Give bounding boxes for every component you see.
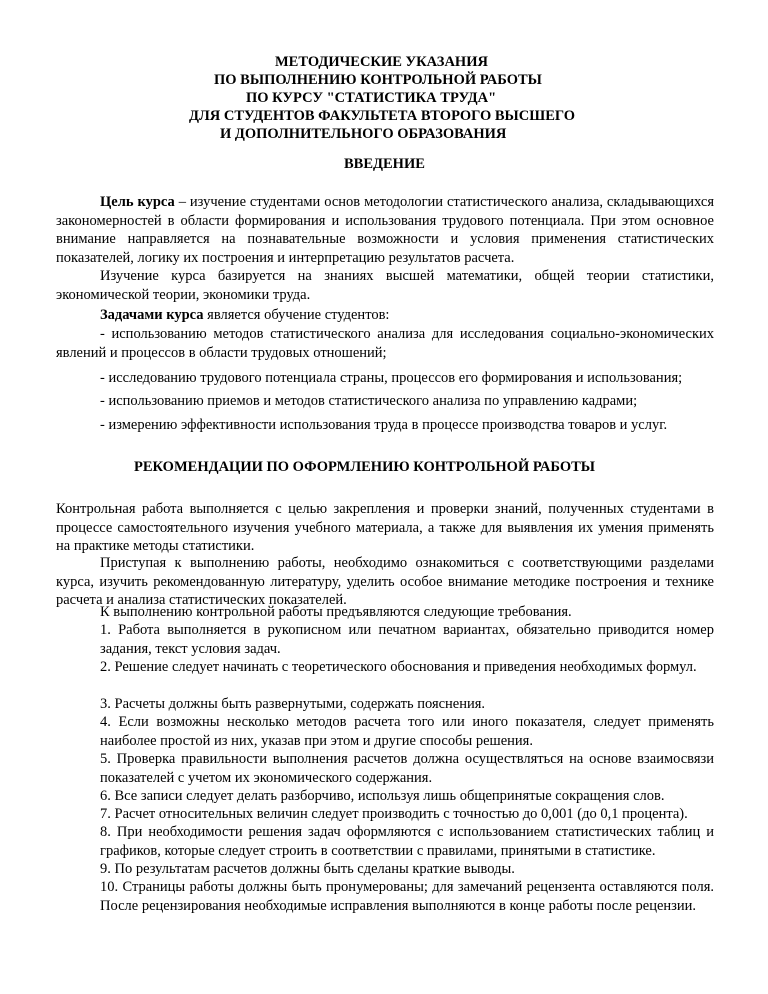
requirement-2: 2. Решение следует начинать с теоретического обоснования и приведения необходимых формул. xyxy=(100,659,697,675)
tasks-paragraph xyxy=(56,306,714,325)
basis-paragraph: Изучение курса базируется на знаниях высшей математики, общей теории статистики, экономической теории, экономики труда. xyxy=(56,268,714,303)
requirement-1: 1. Работа выполняется в рукописном или печатном вариантах, обязательно приводится номер задания, текст условия задач. xyxy=(100,622,714,657)
task-item-4: - измерению эффективности использования труда в процессе производства товаров и услуг. xyxy=(100,417,668,433)
rec-paragraph-1: Контрольная работа выполняется с целью закрепления и проверки знаний, полученных студентами в процессе самостоятельного изучения учебного материала, а также для выявления их умения применять на практике методы статистики. xyxy=(56,501,714,555)
task-item-2: - исследованию трудового потенциала страны, процессов его формирования и использования; xyxy=(100,370,683,386)
requirement-9: 9. По результатам расчетов должны быть сделаны краткие выводы. xyxy=(100,861,515,877)
goal-paragraph xyxy=(56,193,714,267)
requirement-8: 8. При необходимости решения задач оформляются с использованием статистических таблиц и графиков, которые следует строить в соответствии с правилами, принятыми в статистике. xyxy=(100,824,714,859)
goal-text: – изучение студентами основ методологии статистического анализа, складывающихся закономерностей в области формирования и использования трудового потенциала. При этом основное внимание направляется на познавательные возможности и условия применения статистических показателей, логику их построения и интерпретацию результатов расчета. xyxy=(56,194,714,266)
requirement-10: 10. Страницы работы должны быть пронумерованы; для замечаний рецензента оставляются поля. После рецензирования необходимые исправления выполняются в конце работы после рецензии. xyxy=(100,879,714,914)
tasks-text: является обучение студентов: xyxy=(203,307,390,323)
requirement-6: 6. Все записи следует делать разборчиво, используя лишь общепринятые сокращения слов. xyxy=(100,788,665,804)
task-item-3: - использованию приемов и методов статистического анализа по управлению кадрами; xyxy=(100,393,638,409)
title-line-4: ДЛЯ СТУДЕНТОВ ФАКУЛЬТЕТА ВТОРОГО ВЫСШЕГО xyxy=(189,108,576,124)
rec-paragraph-3: К выполнению контрольной работы предъявляются следующие требования. xyxy=(100,604,572,620)
title-line-3: ПО КУРСУ "СТАТИСТИКА ТРУДА" xyxy=(246,90,497,106)
title-line-1: МЕТОДИЧЕСКИЕ УКАЗАНИЯ xyxy=(275,54,488,70)
recommendations-heading: РЕКОМЕНДАЦИИ ПО ОФОРМЛЕНИЮ КОНТРОЛЬНОЙ РАБОТЫ xyxy=(134,459,596,475)
requirement-4: 4. Если возможны несколько методов расчета того или иного показателя, следует применять наиболее простой из них, указав при этом и другие способы решения. xyxy=(100,714,714,749)
requirement-7: 7. Расчет относительных величин следует производить с точностью до 0,001 (до 0,1 процента). xyxy=(100,806,688,822)
tasks-label: Задачами курса xyxy=(100,307,204,323)
intro-heading: ВВЕДЕНИЕ xyxy=(344,156,425,172)
title-line-5: И ДОПОЛНИТЕЛЬНОГО ОБРАЗОВАНИЯ xyxy=(220,126,507,142)
task-item-1: - использованию методов статистического анализа для исследования социально-экономических явлений и процессов в области трудовых отношений; xyxy=(56,326,714,361)
rec-paragraph-2: Приступая к выполнению работы, необходимо ознакомиться с соответствующими разделами курса, изучить рекомендованную литературу, уделить особое внимание методике построения и технике расчета и анализа статистических показателей. xyxy=(56,555,714,609)
title-line-2: ПО ВЫПОЛНЕНИЮ КОНТРОЛЬНОЙ РАБОТЫ xyxy=(214,72,542,88)
goal-label: Цель курса xyxy=(100,194,175,210)
requirement-5: 5. Проверка правильности выполнения расчетов должна осуществляться на основе взаимосвязи показателей с учетом их экономического содержания. xyxy=(100,751,714,786)
requirement-3: 3. Расчеты должны быть развернутыми, содержать пояснения. xyxy=(100,696,486,712)
